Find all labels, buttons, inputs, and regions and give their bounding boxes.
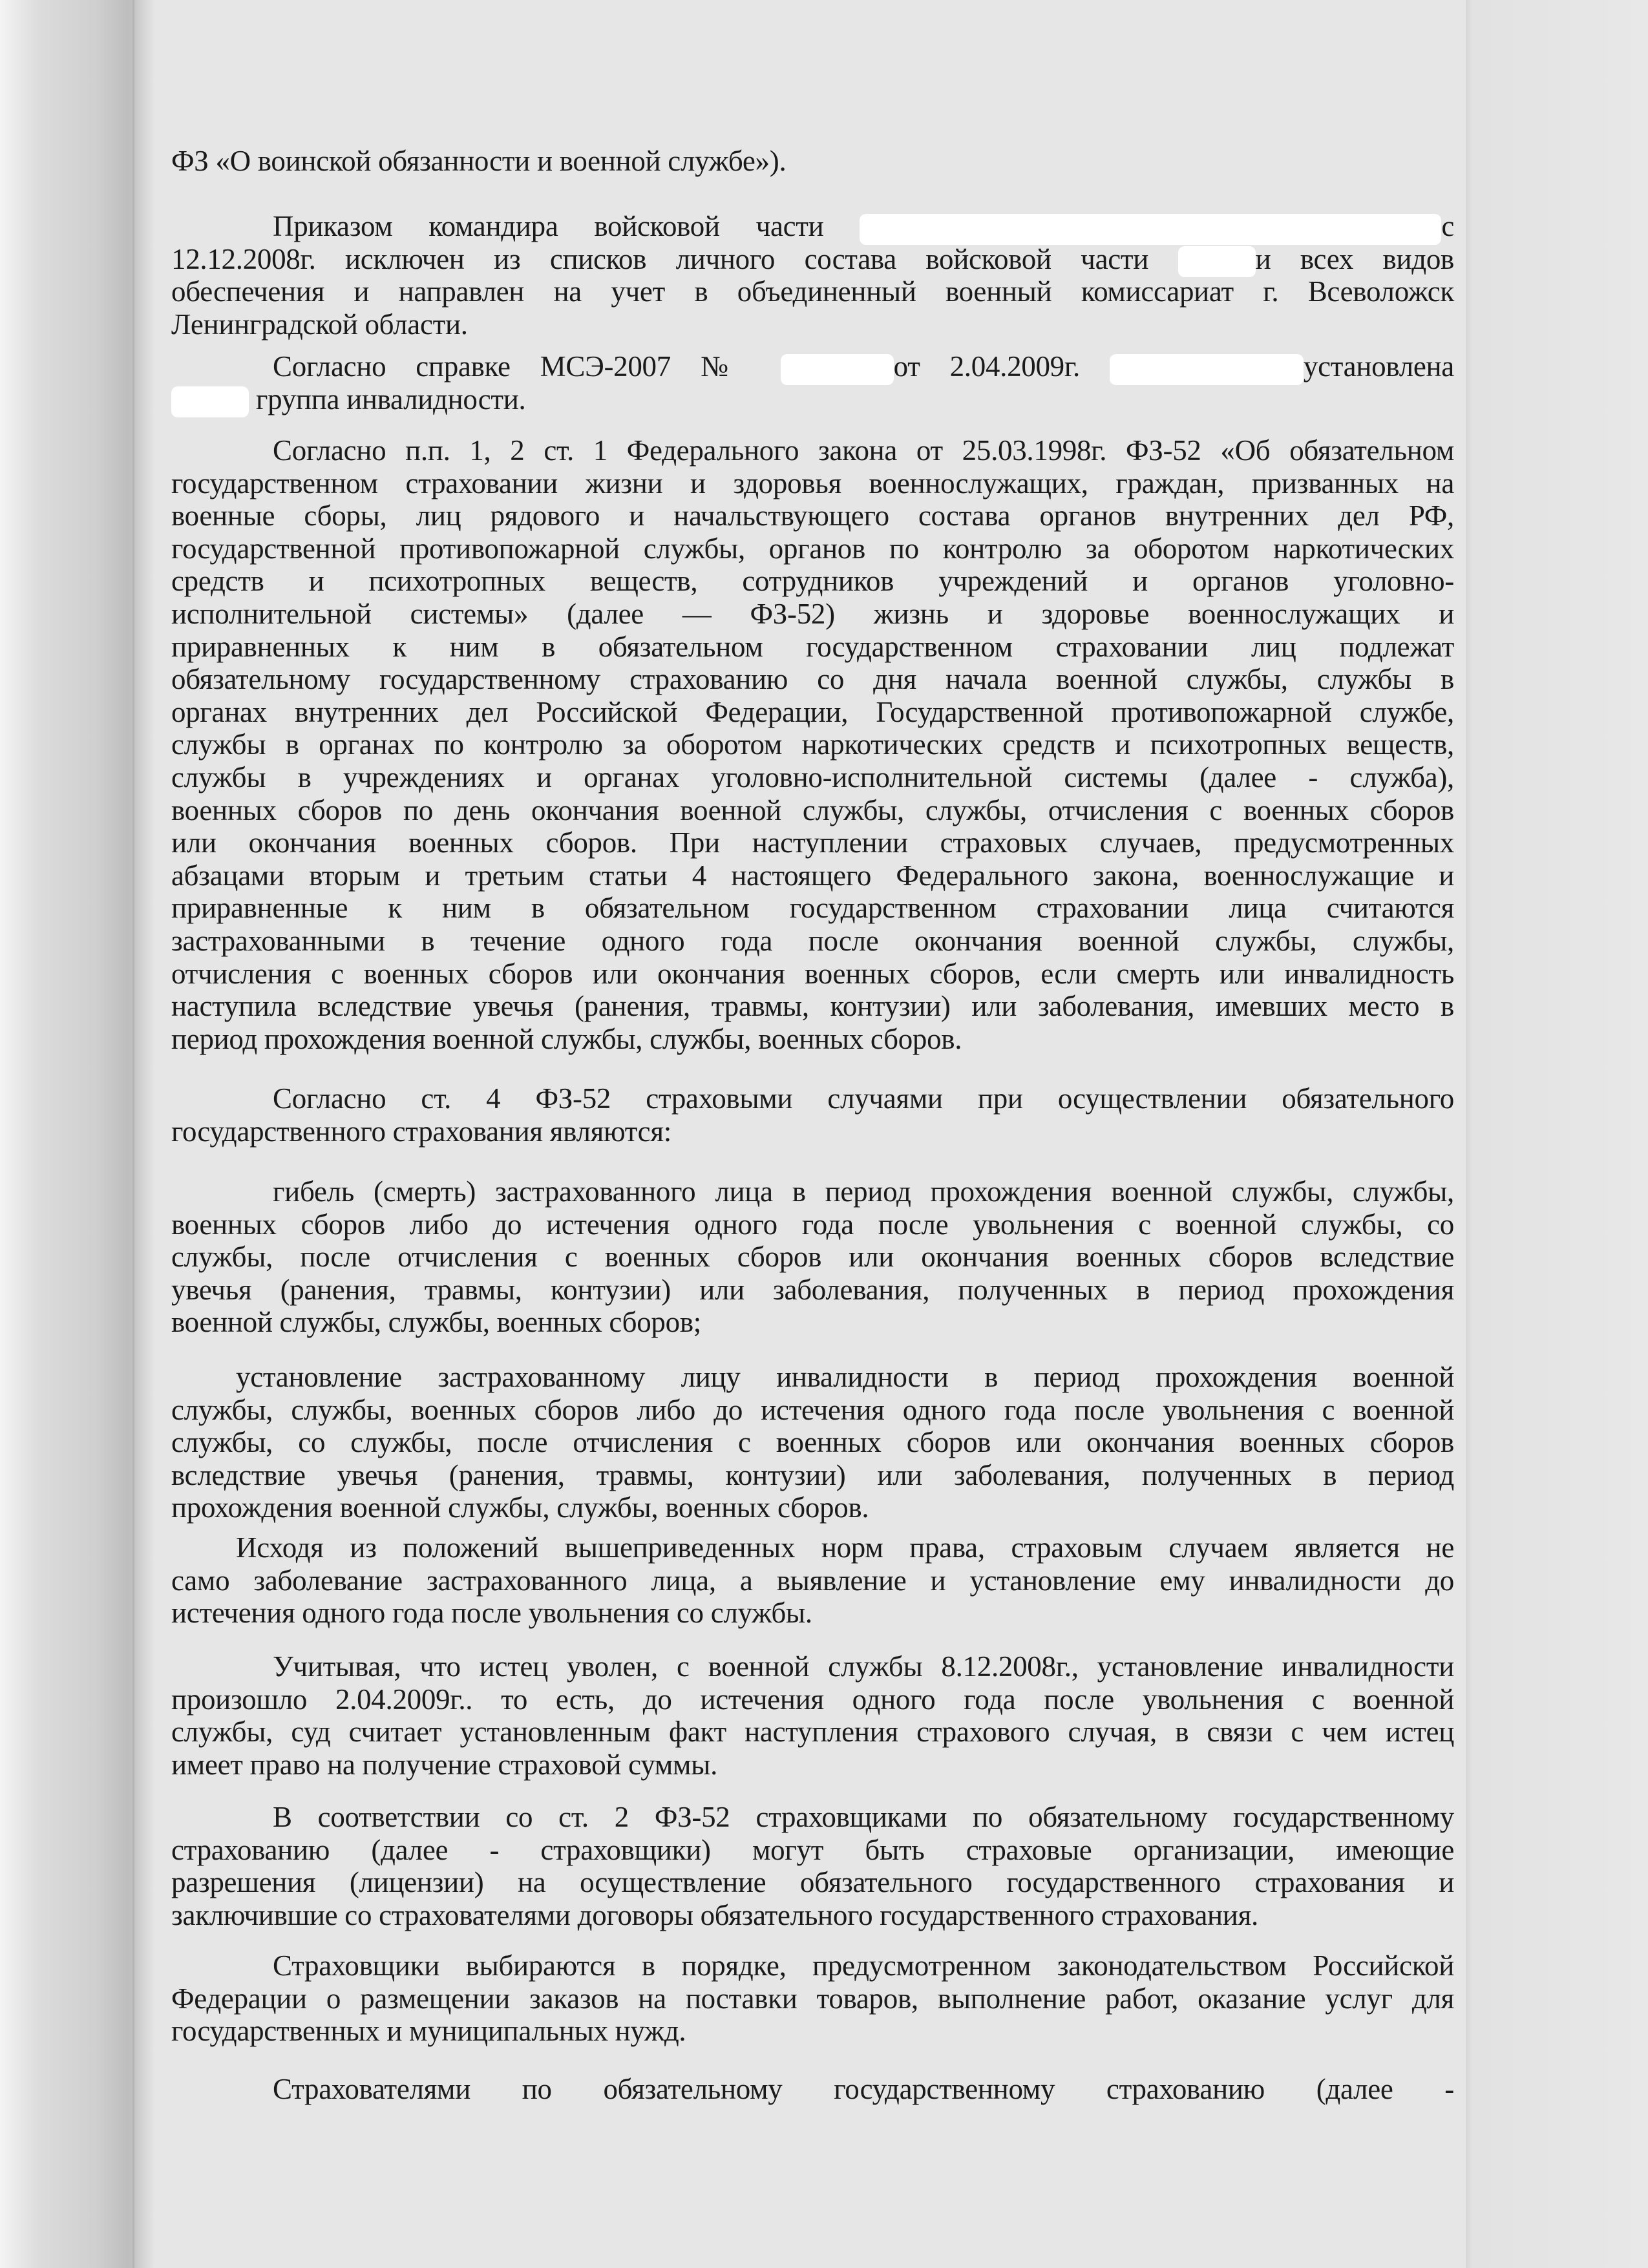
text-line xyxy=(171,1564,1454,1597)
text-line xyxy=(171,1491,1454,1524)
text-line xyxy=(171,663,1454,696)
text-segment: Ленинградской области. xyxy=(171,308,468,341)
text-line xyxy=(171,2015,1454,2048)
text-segment: службы, суд считает установленным факт наступления страхового случая, в связи с чем истец xyxy=(171,1716,1454,1748)
text-segment: службы в органах по контролю за оборотом наркотических средств и психотропных веществ, xyxy=(171,728,1454,761)
text-line xyxy=(171,210,1454,243)
text-line xyxy=(171,1899,1454,1932)
text-line xyxy=(171,1175,1454,1208)
text-segment: Согласно справке МСЭ-2007 № xyxy=(273,350,781,383)
text-segment: государственных и муниципальных нужд. xyxy=(171,2015,686,2048)
text-line xyxy=(171,1597,1454,1630)
paragraph xyxy=(171,145,1454,178)
text-segment: от 2.04.2009г. xyxy=(893,350,1110,383)
text-line xyxy=(171,1306,1454,1339)
text-segment: или окончания военных сборов. При наступлении страховых случаев, предусмотренных xyxy=(171,826,1454,859)
paragraph xyxy=(171,2073,1454,2106)
text-segment: прохождения военной службы, службы, военных сборов. xyxy=(171,1491,869,1524)
text-line xyxy=(171,1241,1454,1274)
text-segment: приравненных к ним в обязательном государственном страховании лиц подлежат xyxy=(171,630,1454,663)
text-segment: имеет право на получение страховой суммы. xyxy=(171,1748,718,1781)
text-segment: военных сборов либо до истечения одного года после увольнения с военной службы, со xyxy=(171,1208,1454,1241)
text-segment: группа инвалидности. xyxy=(249,383,526,415)
binding-fold xyxy=(132,0,134,2268)
redaction-mark xyxy=(1178,246,1256,277)
text-line xyxy=(171,631,1454,664)
text-line xyxy=(171,243,1454,276)
text-segment: службы, со службы, после отчисления с военных сборов или окончания военных сборов xyxy=(171,1426,1454,1459)
text-segment: обеспечения и направлен на учет в объединенный военный комиссариат г. Всеволожск xyxy=(171,275,1454,308)
text-segment: вследствие увечья (ранения, травмы, контузии) или заболевания, полученных в период xyxy=(171,1458,1454,1491)
text-line xyxy=(171,467,1454,500)
text-segment: государственном страховании жизни и здоровья военнослужащих, граждан, призванных на xyxy=(171,467,1454,499)
text-line xyxy=(171,1949,1454,1982)
paragraph xyxy=(171,350,1454,415)
text-line xyxy=(171,1208,1454,1241)
text-segment: наступила вследствие увечья (ранения, травмы, контузии) или заболевания, имевших место в xyxy=(171,990,1454,1023)
text-line xyxy=(171,1082,1454,1115)
redaction-mark xyxy=(1110,354,1304,385)
text-line xyxy=(171,275,1454,308)
text-line xyxy=(171,145,1454,178)
text-segment: военные сборы, лиц рядового и начальствующего состава органов внутренних дел РФ, xyxy=(171,499,1454,532)
text-line xyxy=(171,794,1454,827)
text-line xyxy=(171,1801,1454,1834)
text-line xyxy=(171,1115,1454,1148)
text-segment: Учитывая, что истец уволен, с военной службы 8.12.2008г., установление инвалидности xyxy=(273,1650,1454,1683)
text-segment: ФЗ «О воинской обязанности и военной службе»). xyxy=(171,145,787,177)
text-segment: службы в учреждениях и органах уголовно-исполнительной системы (далее - служба), xyxy=(171,761,1454,793)
text-segment: Согласно п.п. 1, 2 ст. 1 Федерального закона от 25.03.1998г. ФЗ-52 «Об обязательном xyxy=(273,434,1454,467)
text-line xyxy=(171,1531,1454,1564)
redaction-mark xyxy=(171,386,249,417)
text-segment: с xyxy=(1441,210,1454,242)
text-line xyxy=(171,1716,1454,1748)
text-segment: увечья (ранения, травмы, контузии) или заболевания, полученных в период прохождения xyxy=(171,1273,1454,1306)
text-segment: гибель (смерть) застрахованного лица в период прохождения военной службы, службы, xyxy=(273,1175,1454,1208)
text-line xyxy=(171,1834,1454,1867)
text-segment: истечения одного года после увольнения со службы. xyxy=(171,1597,812,1630)
text-segment: произошло 2.04.2009г.. то есть, до истечения одного года после увольнения с военной xyxy=(171,1683,1454,1716)
text-line xyxy=(171,892,1454,925)
text-line xyxy=(171,859,1454,892)
text-line xyxy=(171,990,1454,1023)
text-segment: приравненные к ним в обязательном государственном страховании лица считаются xyxy=(171,892,1454,925)
text-segment: Страховщики выбираются в порядке, предусмотренном законодательством Российской xyxy=(273,1949,1454,1982)
text-line xyxy=(171,532,1454,565)
paragraph xyxy=(171,1082,1454,1148)
redaction-mark xyxy=(860,214,1441,245)
text-line xyxy=(171,1866,1454,1899)
text-segment: В соответствии со ст. 2 ФЗ-52 страховщиками по обязательному государственному xyxy=(273,1801,1454,1833)
text-segment: Федерации о размещении заказов на поставки товаров, выполнение работ, оказание услуг для xyxy=(171,1982,1454,2015)
text-line xyxy=(171,1683,1454,1716)
text-line xyxy=(171,1394,1454,1427)
text-line xyxy=(171,1748,1454,1781)
text-line xyxy=(171,1274,1454,1307)
text-line xyxy=(171,826,1454,859)
text-line xyxy=(171,696,1454,729)
text-segment: обязательному государственному страхованию со дня начала военной службы, службы в xyxy=(171,663,1454,696)
text-line xyxy=(171,1426,1454,1459)
paragraph xyxy=(171,434,1454,1055)
text-segment: Исходя из положений вышеприведенных норм права, страховым случаем является не xyxy=(236,1531,1454,1564)
text-segment: абзацами вторым и третьим статьи 4 настоящего Федерального закона, военнослужащие и xyxy=(171,859,1454,892)
text-segment: установление застрахованному лицу инвалидности в период прохождения военной xyxy=(236,1361,1454,1393)
text-line xyxy=(171,1459,1454,1492)
text-segment: установлена xyxy=(1303,350,1454,383)
text-segment: заключившие со страхователями договоры обязательного государственного страхования. xyxy=(171,1898,1258,1931)
text-segment: средств и психотропных веществ, сотрудников учреждений и органов уголовно- xyxy=(171,565,1454,598)
text-line xyxy=(171,565,1454,598)
text-segment: само заболевание застрахованного лица, а выявление и установление ему инвалидности до xyxy=(171,1564,1454,1597)
redaction-mark xyxy=(781,354,894,385)
paragraph xyxy=(171,1949,1454,2048)
text-segment: исполнительной системы» (далее — ФЗ-52) жизнь и здоровье военнослужащих и xyxy=(171,597,1454,630)
text-segment: военной службы, службы, военных сборов; xyxy=(171,1306,701,1339)
paragraph xyxy=(171,1801,1454,1931)
paragraph xyxy=(171,1531,1454,1630)
text-segment: страхованию (далее - страховщики) могут быть страховые организации, имеющие xyxy=(171,1833,1454,1866)
text-line xyxy=(171,728,1454,761)
text-segment: органах внутренних дел Российской Федерации, Государственной противопожарной службе, xyxy=(171,695,1454,728)
text-segment: и всех видов xyxy=(1255,242,1454,275)
text-segment: период прохождения военной службы, службы, военных сборов. xyxy=(171,1022,962,1055)
text-segment: разрешения (лицензии) на осуществление обязательного государственного страхования и xyxy=(171,1866,1454,1899)
text-segment: военных сборов по день окончания военной службы, службы, отчисления с военных сборов xyxy=(171,793,1454,826)
text-segment: службы, службы, военных сборов либо до истечения одного года после увольнения с военной xyxy=(171,1393,1454,1426)
text-line xyxy=(171,958,1454,991)
text-line xyxy=(171,761,1454,794)
text-line xyxy=(171,434,1454,467)
paragraph xyxy=(171,1361,1454,1524)
text-segment: 12.12.2008г. исключен из списков личного состава войсковой части xyxy=(171,242,1178,275)
adjacent-page-edge xyxy=(1466,0,1648,2268)
text-line xyxy=(171,499,1454,532)
paragraph xyxy=(171,210,1454,341)
text-line xyxy=(171,1361,1454,1394)
text-line xyxy=(171,1650,1454,1683)
text-segment: отчисления с военных сборов или окончания военных сборов, если смерть или инвалидность xyxy=(171,957,1454,990)
text-line xyxy=(171,1023,1454,1056)
text-line xyxy=(171,925,1454,958)
text-segment: Согласно ст. 4 ФЗ-52 страховыми случаями при осуществлении обязательного xyxy=(273,1082,1454,1115)
text-line xyxy=(171,598,1454,631)
text-line xyxy=(171,1982,1454,2015)
text-segment: Приказом командира войсковой части xyxy=(273,210,860,242)
text-line xyxy=(171,2073,1454,2106)
text-segment: Страхователями по обязательному государственному страхованию (далее - xyxy=(273,2073,1454,2105)
text-line xyxy=(171,308,1454,341)
paragraph xyxy=(171,1175,1454,1339)
text-segment: государственной противопожарной службы, органов по контролю за оборотом наркотических xyxy=(171,532,1454,565)
text-segment: застрахованными в течение одного года после окончания военной службы, службы, xyxy=(171,924,1454,957)
text-line xyxy=(171,350,1454,383)
text-line xyxy=(171,383,1454,416)
scan-page-edge xyxy=(0,0,155,2268)
text-segment: государственного страхования являются: xyxy=(171,1115,671,1148)
paragraph xyxy=(171,1650,1454,1781)
text-segment: службы, после отчисления с военных сборов или окончания военных сборов вследствие xyxy=(171,1241,1454,1274)
